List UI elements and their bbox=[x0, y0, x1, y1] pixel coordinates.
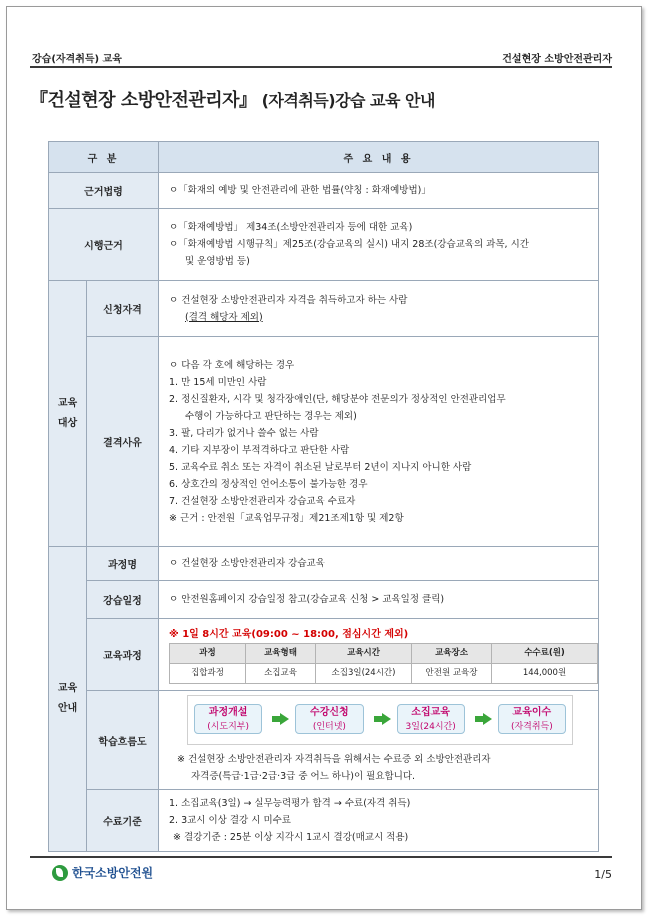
disq-line: 2. 정신질환자, 시각 및 청각장애인(단, 해당분야 전문의가 정상적인 안전관리업무 bbox=[169, 393, 506, 405]
enforce-row bbox=[49, 209, 599, 281]
flow-step-sub: (인터넷) bbox=[312, 722, 346, 732]
qual-line: ㅇ 건설현장 소방안전관리자 자격을 취득하고자 하는 사람 bbox=[169, 294, 408, 306]
flow-step-title: 교육이수 bbox=[512, 707, 552, 718]
target-group-line: 교육 bbox=[57, 397, 78, 409]
flow-chart bbox=[187, 695, 573, 745]
target-group-line: 대상 bbox=[57, 417, 78, 429]
completion-line: 1. 소집교육(3일) → 실무능력평가 합격 → 수료(자격 취득) bbox=[169, 798, 411, 809]
disq-row bbox=[49, 337, 599, 547]
header-subject: 건설현장 소방안전관리자 bbox=[502, 54, 612, 65]
completion-line: ※ 결강기준 : 25분 이상 지각시 1교시 결강(매교시 적용) bbox=[173, 832, 409, 843]
basis-label: 근거법령 bbox=[49, 173, 159, 209]
flow-step-sub: 3일(24시간) bbox=[405, 722, 456, 732]
enforce-line: 및 운영방법 등) bbox=[185, 256, 250, 267]
title-sub: (자격취득)강습 교육 안내 bbox=[256, 91, 435, 110]
disq-line: ㅇ 다음 각 호에 해당하는 경우 bbox=[169, 359, 295, 371]
target-group-label bbox=[49, 281, 87, 547]
process-header-cell: 교육형태 bbox=[246, 643, 316, 663]
disq-line: 3. 팔, 다리가 없거나 쓸수 없는 사람 bbox=[169, 427, 319, 439]
course-content: ㅇ 건설현장 소방안전관리자 강습교육 bbox=[159, 547, 599, 581]
disq-line: ※ 근거 : 안전원「교육업무규정」제21조제1항 및 제2항 bbox=[169, 512, 404, 524]
flow-steps bbox=[194, 704, 566, 734]
basis-row bbox=[49, 173, 599, 209]
disq-line: 수행이 가능하다고 판단하는 경우는 제외) bbox=[185, 410, 357, 422]
qual-row bbox=[49, 281, 599, 337]
org-logo bbox=[52, 864, 153, 881]
process-cell: 안전원 교육장 bbox=[412, 663, 492, 683]
course-row bbox=[49, 547, 599, 581]
schedule-content: ㅇ 안전원홈페이지 강습일정 참고(강습교육 신청 > 교육일정 클릭) bbox=[159, 581, 599, 619]
flow-step-title: 과정개설 bbox=[208, 707, 248, 718]
title-main: 『건설현장 소방안전관리자』 bbox=[30, 90, 257, 111]
process-header-cell: 수수료(원) bbox=[492, 643, 598, 663]
flow-step bbox=[295, 704, 363, 734]
process-label: 교육과정 bbox=[87, 619, 159, 691]
footer-rule bbox=[30, 856, 612, 858]
process-note: ※ 1일 8시간 교육(09:00 ~ 18:00, 점심시간 제외) bbox=[169, 628, 409, 640]
flow-note: ※ 건설현장 소방안전관리자 자격취득을 위해서는 수료증 외 소방안전관리자 bbox=[177, 754, 491, 765]
disq-line: 7. 건설현장 소방안전관리자 강습교육 수료자 bbox=[169, 495, 356, 507]
page-number: 1/5 bbox=[594, 868, 612, 881]
process-table bbox=[169, 643, 598, 684]
process-row bbox=[49, 619, 599, 691]
enforce-content bbox=[159, 209, 599, 281]
flow-step-sub: (자격취득) bbox=[510, 722, 553, 732]
process-header-cell: 교육시간 bbox=[316, 643, 412, 663]
basis-line: ㅇ「화재의 예방 및 안전관리에 관한 법률(약칭 : 화재예방법)」 bbox=[169, 185, 431, 196]
flow-step bbox=[498, 704, 566, 734]
header-rule bbox=[30, 66, 612, 68]
disq-line: 1. 만 15세 미만인 사람 bbox=[169, 376, 267, 388]
disq-content bbox=[159, 337, 599, 547]
arrow-right-icon bbox=[382, 713, 391, 725]
header-category-cell: 구 분 bbox=[49, 142, 159, 173]
process-cell: 소집교육 bbox=[246, 663, 316, 683]
process-cell: 집합과정 bbox=[170, 663, 246, 683]
course-label: 과정명 bbox=[87, 547, 159, 581]
arrow-right-icon bbox=[280, 713, 289, 725]
process-cell: 144,000원 bbox=[492, 663, 598, 683]
disq-line: 6. 상호간의 정상적인 언어소통이 불가능한 경우 bbox=[169, 478, 368, 490]
enforce-line: ㅇ「화재예방법」 제34조(소방안전관리자 등에 대한 교육) bbox=[169, 222, 413, 233]
info-group-line: 교육 bbox=[57, 683, 78, 694]
flow-label: 학습흐름도 bbox=[87, 691, 159, 790]
enforce-label: 시행근거 bbox=[49, 209, 159, 281]
page-title bbox=[30, 86, 435, 112]
process-table-row bbox=[170, 663, 598, 683]
info-group-label bbox=[49, 547, 87, 852]
info-group-line: 안내 bbox=[57, 703, 78, 714]
table-header-row bbox=[49, 142, 599, 173]
header-category: 강습(자격취득) 교육 bbox=[32, 54, 122, 65]
process-cell: 소집3일(24시간) bbox=[316, 663, 412, 683]
disq-label: 결격사유 bbox=[87, 337, 159, 547]
leaf-logo-icon bbox=[52, 865, 68, 881]
completion-content bbox=[159, 790, 599, 852]
process-header-cell: 과정 bbox=[170, 643, 246, 663]
flow-step-title: 소집교육 bbox=[411, 707, 450, 718]
completion-line: 2. 3교시 이상 결강 시 미수료 bbox=[169, 815, 291, 826]
process-table-header bbox=[170, 643, 598, 663]
flow-step bbox=[194, 704, 262, 734]
process-content bbox=[159, 619, 599, 691]
schedule-label: 강습일정 bbox=[87, 581, 159, 619]
enforce-line: ㅇ「화재예방법 시행규칙」제25조(강습교육의 실시) 내지 28조(강습교육의 과목, 시간 bbox=[169, 239, 529, 250]
qual-content bbox=[159, 281, 599, 337]
schedule-row bbox=[49, 581, 599, 619]
flow-row bbox=[49, 691, 599, 790]
basis-content bbox=[159, 173, 599, 209]
flow-note: 자격증(특급·1급·2급·3급 중 어느 하나)이 필요합니다. bbox=[191, 771, 416, 782]
process-header-cell: 교육장소 bbox=[412, 643, 492, 663]
arrow-right-icon bbox=[483, 713, 492, 725]
qual-label: 신청자격 bbox=[87, 281, 159, 337]
org-name: 한국소방안전원 bbox=[72, 866, 154, 880]
completion-label: 수료기준 bbox=[87, 790, 159, 852]
qual-line: (결격 해당자 제외) bbox=[185, 311, 263, 323]
disq-line: 5. 교육수료 취소 또는 자격이 취소된 날로부터 2년이 지나지 아니한 사람 bbox=[169, 461, 472, 473]
flow-step bbox=[397, 704, 465, 734]
completion-row bbox=[49, 790, 599, 852]
flow-step-title: 수강신청 bbox=[310, 707, 349, 718]
disq-line: 4. 기타 지부장이 부적격하다고 판단한 사람 bbox=[169, 444, 350, 456]
flow-content bbox=[159, 691, 599, 790]
flow-step-sub: (시도지부) bbox=[207, 722, 250, 732]
info-table bbox=[48, 141, 599, 852]
header-content-cell: 주 요 내 용 bbox=[159, 142, 599, 173]
